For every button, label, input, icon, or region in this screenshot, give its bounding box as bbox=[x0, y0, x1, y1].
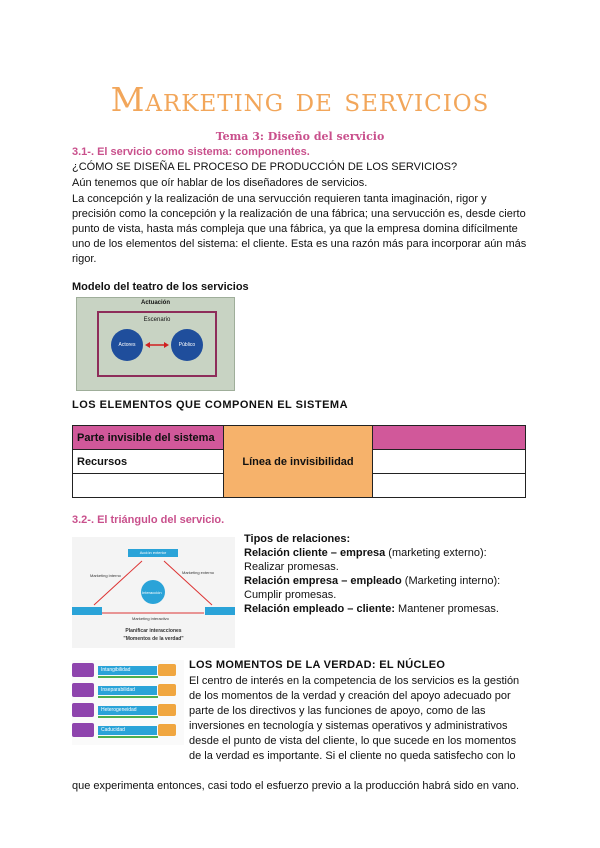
tri-left-box bbox=[72, 607, 102, 615]
char-bar: Inseparabilidad bbox=[98, 686, 157, 695]
tri-caption-1: Planificar interacciones bbox=[125, 628, 182, 634]
invisible-part-cell: Parte invisible del sistema bbox=[73, 426, 224, 450]
relation-1 bbox=[244, 546, 487, 560]
double-arrow-icon bbox=[145, 341, 169, 349]
divider bbox=[98, 696, 158, 698]
theatre-diagram bbox=[76, 297, 235, 391]
right-arrow-icon bbox=[158, 664, 176, 676]
left-arrow-icon bbox=[72, 703, 94, 717]
relation-3 bbox=[244, 602, 499, 616]
tri-center-label: Interacción bbox=[142, 590, 162, 595]
section-question: ¿CÓMO SE DISEÑA EL PROCESO DE PRODUCCIÓN DE LOS SERVICIOS? bbox=[72, 161, 458, 173]
relation-1-title: Relación cliente – empresa bbox=[244, 547, 386, 559]
divider bbox=[98, 716, 158, 718]
divider bbox=[98, 736, 158, 738]
publico-circle bbox=[171, 329, 203, 361]
right-arrow-icon bbox=[158, 724, 176, 736]
relation-2-rest: (Marketing interno): bbox=[401, 575, 501, 587]
right-arrow-icon bbox=[158, 704, 176, 716]
moments-last-line: que experimenta entonces, casi todo el esfuerzo previo a la producción habrá sido en vano. bbox=[72, 780, 520, 792]
actuacion-label: Actuación bbox=[140, 300, 170, 306]
intro-line: Aún tenemos que oír hablar de los diseñadores de servicios. bbox=[72, 177, 368, 189]
char-row bbox=[72, 662, 184, 678]
section-3-2-heading: 3.2-. El triángulo del servicio. bbox=[72, 514, 225, 526]
tri-caption-2: "Momentos de la verdad" bbox=[123, 636, 184, 642]
char-bar: Intangibilidad bbox=[98, 666, 157, 675]
escenario-label: Escenario bbox=[143, 317, 171, 323]
tri-right-box bbox=[205, 607, 235, 615]
relation-types-heading: Tipos de relaciones: bbox=[244, 533, 351, 545]
empty-cell bbox=[373, 450, 526, 474]
invisibility-line-cell: Línea de invisibilidad bbox=[224, 426, 373, 498]
relation-1-rest: (marketing externo): bbox=[385, 547, 487, 559]
page-title: Marketing de servicios bbox=[110, 80, 490, 119]
char-bar: Heterogeneidad bbox=[98, 706, 157, 715]
tri-bottom-label: Marketing interactivo bbox=[132, 616, 169, 621]
page-subtitle: Tema 3: Diseño del servicio bbox=[215, 130, 385, 143]
left-arrow-icon bbox=[72, 723, 94, 737]
relation-1-desc: Realizar promesas. bbox=[244, 561, 339, 573]
char-row bbox=[72, 682, 184, 698]
tri-left-label: Marketing interno bbox=[90, 573, 121, 578]
tri-top-box: Acción exterior bbox=[128, 549, 178, 557]
left-arrow-icon bbox=[72, 663, 94, 677]
char-row bbox=[72, 702, 184, 718]
relation-3-title: Relación empleado – cliente: bbox=[244, 603, 395, 615]
empty-cell bbox=[73, 474, 224, 498]
system-table bbox=[72, 425, 526, 498]
service-characteristics-image bbox=[72, 660, 184, 745]
service-triangle-image bbox=[72, 537, 235, 648]
visible-part-cell bbox=[373, 426, 526, 450]
elements-heading: LOS ELEMENTOS QUE COMPONEN EL SISTEMA bbox=[72, 399, 349, 411]
recursos-cell: Recursos bbox=[73, 450, 224, 474]
char-bar: Caducidad bbox=[98, 726, 157, 735]
relation-3-rest: Mantener promesas. bbox=[395, 603, 499, 615]
intro-paragraph: La concepción y la realización de una servucción requieren tanta imaginación, rigor y precisión como la concepción y la realización de una fábrica; una servucción es, desde cierto punto de vista, hasta más compleja que una fábrica, ya que la empresa domina difícilmente uno de los elementos del sistema: el cliente. Esta es una razón más para incorporar aún más rigor. bbox=[72, 193, 527, 265]
relation-2-desc: Cumplir promesas. bbox=[244, 589, 337, 601]
relation-2 bbox=[244, 574, 500, 588]
moments-heading: LOS MOMENTOS DE LA VERDAD: EL NÚCLEO bbox=[189, 659, 446, 671]
stage-frame bbox=[97, 311, 217, 377]
divider bbox=[98, 676, 158, 678]
left-arrow-icon bbox=[72, 683, 94, 697]
relation-2-title: Relación empresa – empleado bbox=[244, 575, 402, 587]
right-arrow-icon bbox=[158, 684, 176, 696]
publico-label: Público bbox=[178, 342, 196, 348]
actores-circle bbox=[111, 329, 143, 361]
theatre-heading: Modelo del teatro de los servicios bbox=[72, 281, 249, 293]
empty-cell bbox=[373, 474, 526, 498]
char-row bbox=[72, 722, 184, 738]
moments-paragraph: El centro de interés en la competencia de los servicios es la gestión de los momentos de la verdad y creación del apoyo adecuado por parte de los directivos y las funciones de apoyo, como de las inversiones en tecnología y sistemas operativos y administrativos desde el punto de vista del cliente, lo que sucede en los momentos de la verdad es importante. Si el cliente no queda satisfecho con lo bbox=[189, 675, 520, 762]
section-3-1-heading: 3.1-. El servicio como sistema: componentes. bbox=[72, 146, 310, 158]
tri-right-label: Marketing externo bbox=[182, 570, 215, 575]
actores-label: Actores bbox=[118, 342, 136, 348]
